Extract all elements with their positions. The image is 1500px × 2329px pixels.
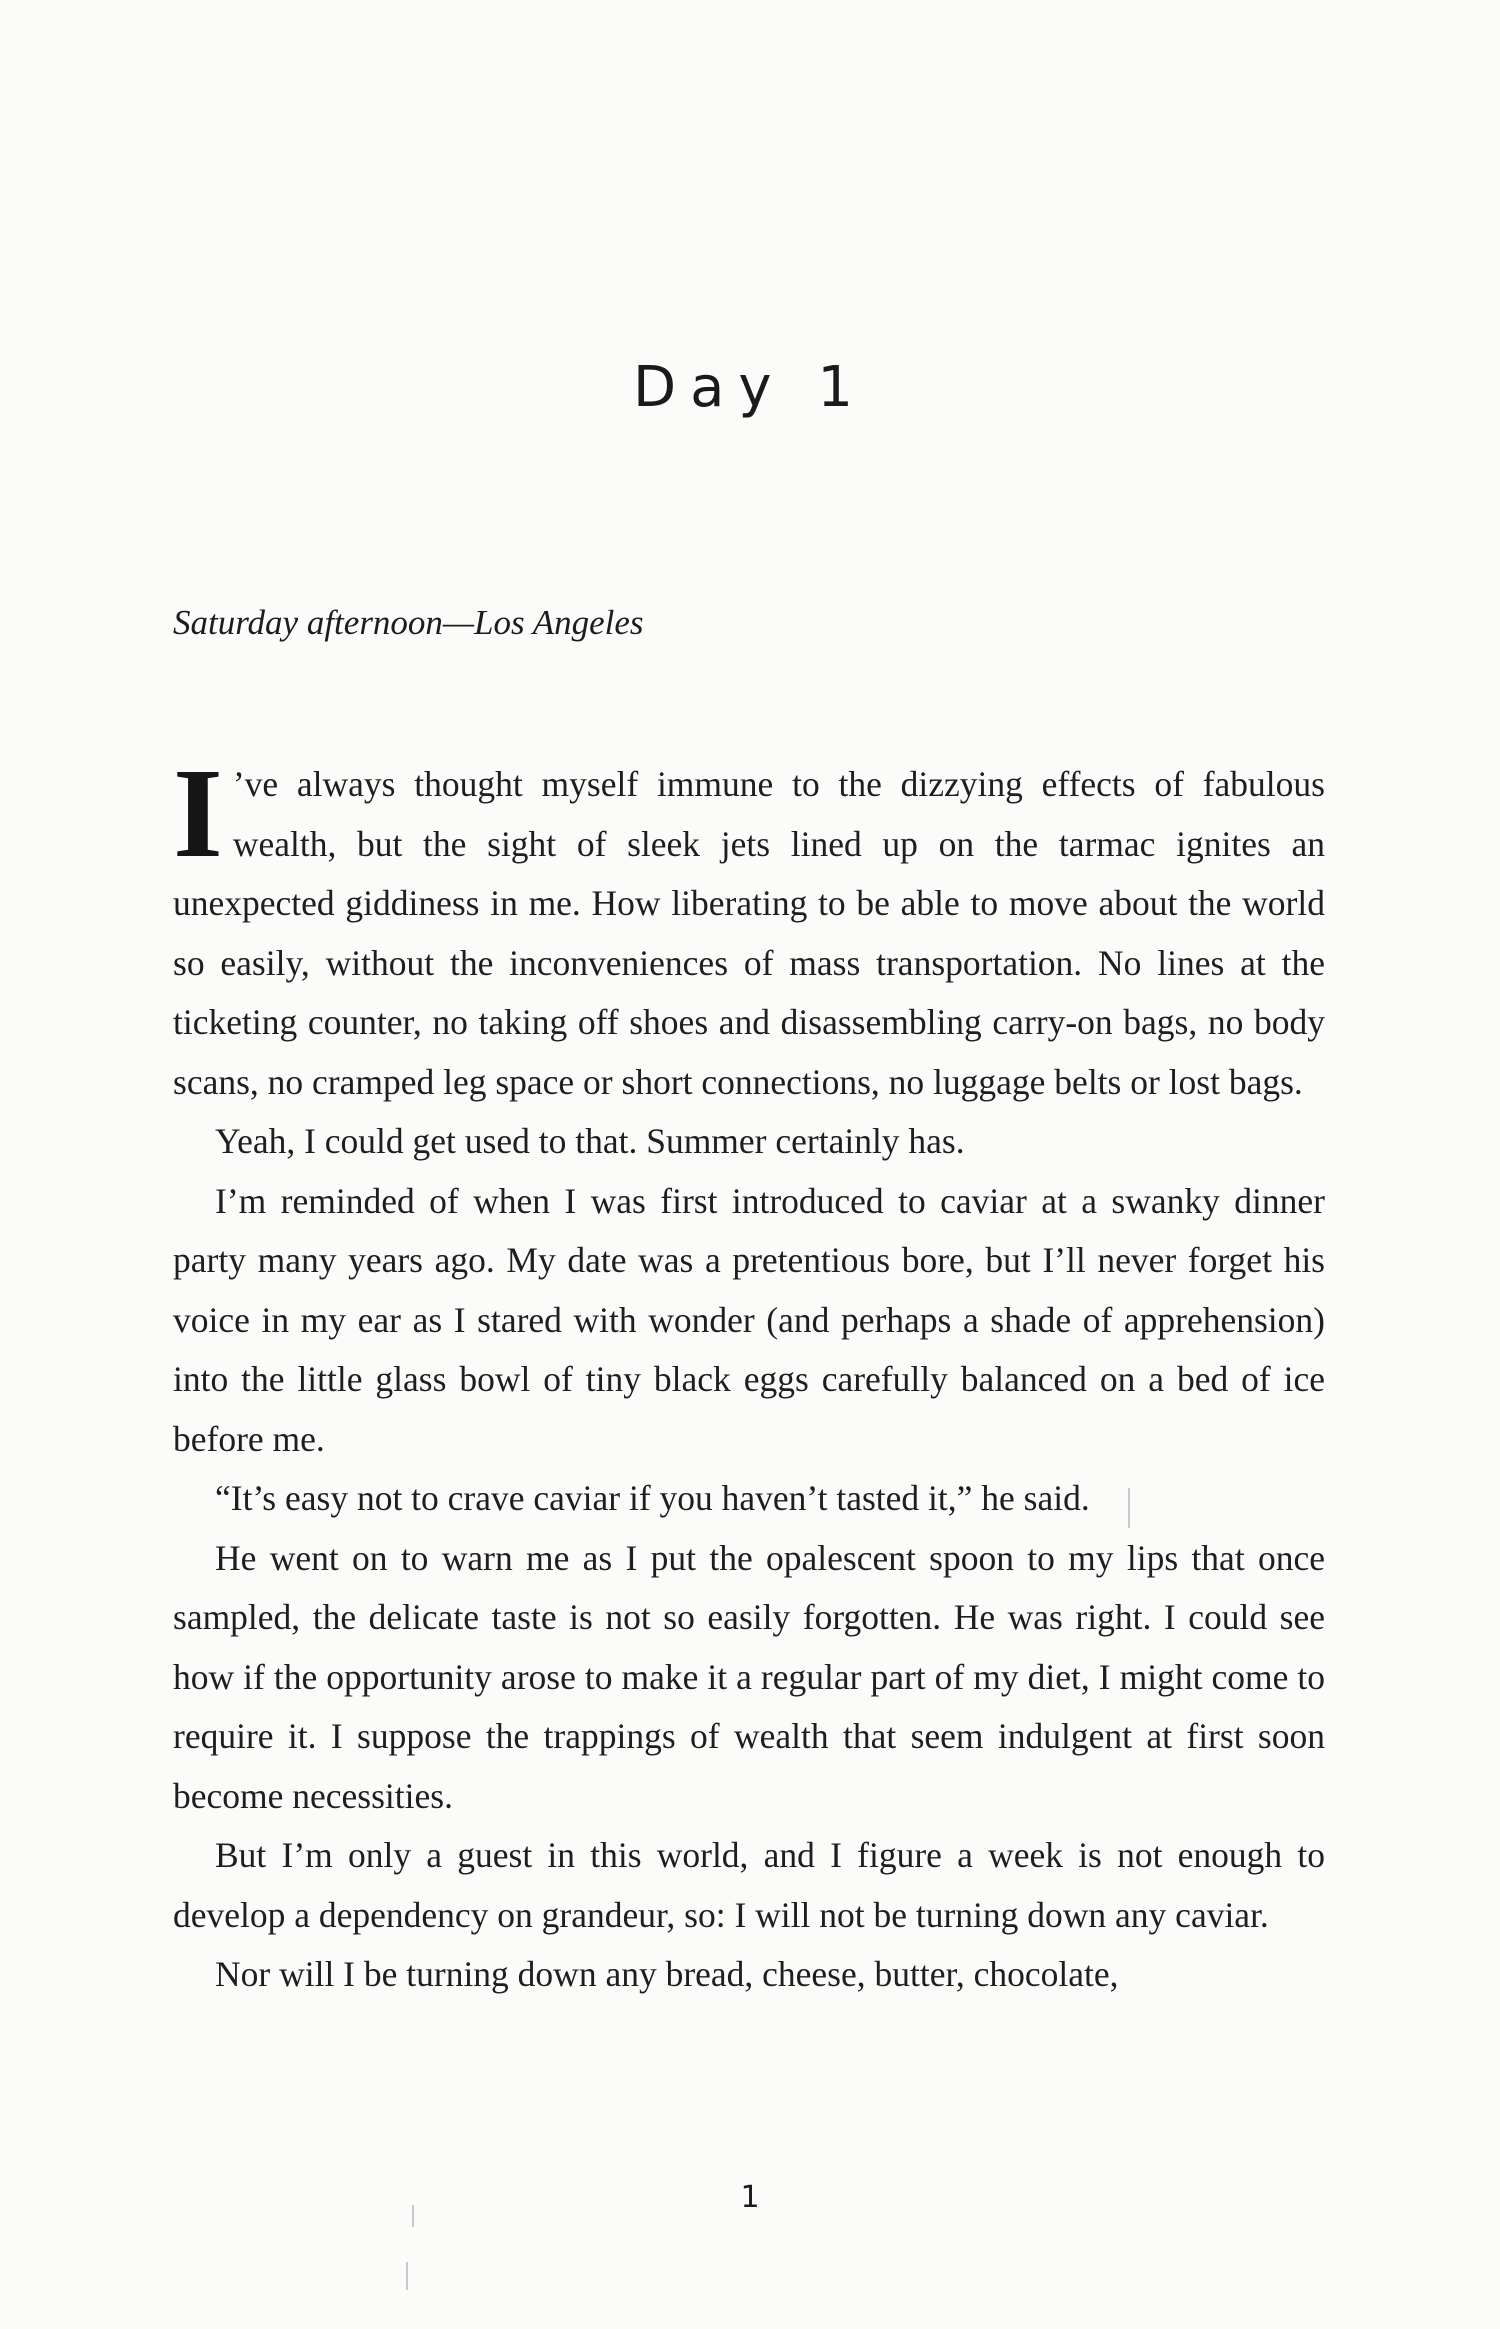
scan-mark (412, 2205, 414, 2227)
paragraph-1-text: ’ve always thought myself immune to the dizzying effects of fabulous wealth, but the sight of sleek jets lined up on the tarmac ignites an unexpected giddiness in me. How liberating to be able to move about the world so easily, without the inconveniences of mass transportation. No lines at the ticketing counter, no taking off shoes and disassembling carry-on bags, no body scans, no cramped leg space or short connections, no luggage belts or lost bags. (173, 764, 1325, 1102)
paragraph-5: He went on to warn me as I put the opalescent spoon to my lips that once sampled, the delicate taste is not so easily forgotten. He was right. I could see how if the opportunity arose to make it a regular part of my diet, I might come to require it. I suppose the trappings of wealth that seem indulgent at first soon become necessities. (173, 1537, 1325, 1816)
scan-mark (406, 2262, 408, 2290)
paragraph-4: “It’s easy not to crave caviar if you haven’t tasted it,” he said. (215, 1478, 1090, 1518)
dateline: Saturday afternoon—Los Angeles (173, 603, 644, 642)
drop-cap: I (173, 742, 221, 884)
paragraph-7: Nor will I be turning down any bread, cheese, butter, chocolate, (215, 1954, 1119, 1994)
paragraph-6: But I’m only a guest in this world, and I figure a week is not enough to develop a dependency on grandeur, so: I will not be turning down any caviar. (173, 1835, 1325, 1935)
body-text (173, 742, 1325, 2005)
chapter-title: Day 1 (632, 355, 867, 420)
page-number: 1 (740, 2180, 760, 2215)
paragraph-3: I’m reminded of when I was first introduced to caviar at a swanky dinner party many years ago. My date was a pretentious bore, but I’ll never forget his voice in my ear as I stared with wonder (and perhaps a shade of apprehension) into the little glass bowl of tiny black eggs carefully balanced on a bed of ice before me. (173, 1180, 1325, 1459)
paragraph-1 (173, 742, 1325, 1112)
scan-mark (1128, 1488, 1130, 1528)
paragraph-2: Yeah, I could get used to that. Summer certainly has. (215, 1121, 965, 1161)
